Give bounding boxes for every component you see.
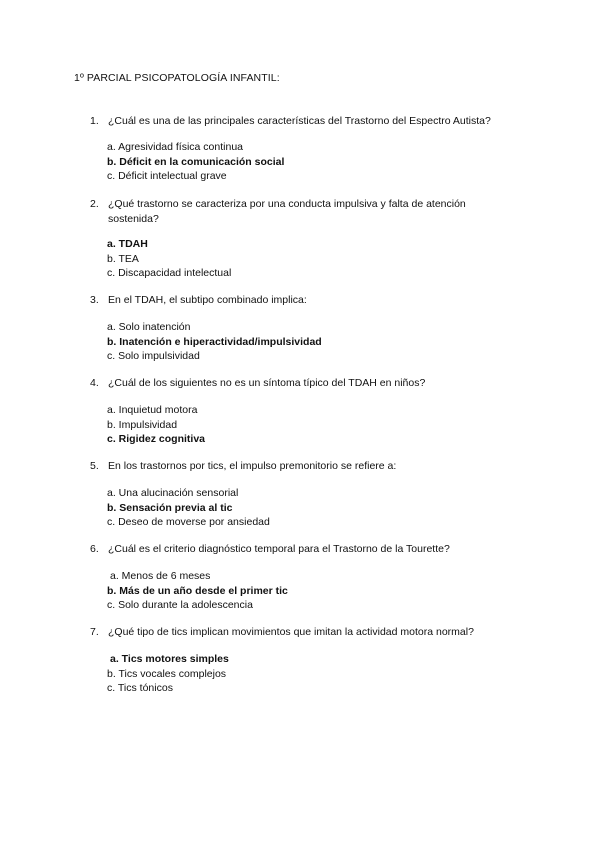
option-c-correct: c. Rigidez cognitiva — [107, 433, 206, 445]
question-number: 4. — [90, 377, 99, 389]
option-c: c. Déficit intelectual grave — [107, 170, 227, 182]
option-a: a. Inquietud motora — [107, 404, 198, 416]
question-number: 3. — [90, 294, 99, 306]
question-5 — [90, 459, 530, 474]
question-6 — [90, 542, 530, 557]
options-1 — [107, 140, 507, 184]
option-c: c. Solo impulsividad — [107, 350, 200, 362]
option-b: b. Impulsividad — [107, 418, 178, 431]
option-b-correct: b. Déficit en la comunicación social — [107, 155, 285, 168]
option-a: a. Menos de 6 meses — [110, 570, 211, 582]
option-a-correct: a. Tics motores simples — [110, 653, 229, 665]
option-b: b. Tics vocales complejos — [107, 667, 227, 680]
options-7 — [107, 652, 507, 696]
question-2 — [90, 197, 530, 226]
question-1 — [90, 114, 530, 129]
question-number: 1. — [90, 115, 99, 127]
question-number: 6. — [90, 543, 99, 555]
options-5 — [107, 486, 507, 530]
option-a: a. Agresividad física continua — [107, 141, 243, 153]
option-a: a. Una alucinación sensorial — [107, 487, 239, 499]
option-c: c. Tics tónicos — [107, 682, 173, 694]
question-text: En el TDAH, el subtipo combinado implica: — [108, 294, 307, 306]
question-number: 7. — [90, 626, 99, 638]
option-a: a. Solo inatención — [107, 321, 191, 333]
option-c: c. Deseo de moverse por ansiedad — [107, 516, 270, 528]
options-6 — [107, 569, 507, 613]
option-c: c. Solo durante la adolescencia — [107, 599, 253, 611]
options-3 — [107, 320, 507, 364]
options-2 — [107, 237, 507, 281]
question-3 — [90, 293, 530, 308]
question-text: ¿Qué trastorno se caracteriza por una conducta impulsiva y falta de atención sostenida? — [108, 198, 466, 225]
options-4 — [107, 403, 507, 447]
question-7 — [90, 625, 530, 640]
question-text: ¿Cuál de los siguientes no es un síntoma típico del TDAH en niños? — [108, 377, 426, 389]
question-number: 2. — [90, 198, 99, 210]
question-4 — [90, 376, 530, 391]
option-b-correct: b. Inatención e hiperactividad/impulsividad — [107, 335, 322, 348]
option-b-correct: b. Sensación previa al tic — [107, 501, 233, 514]
question-number: 5. — [90, 460, 99, 472]
option-b: b. TEA — [107, 252, 139, 265]
option-b-correct: b. Más de un año desde el primer tic — [107, 584, 288, 597]
option-c: c. Discapacidad intelectual — [107, 267, 232, 279]
question-text: ¿Cuál es el criterio diagnóstico temporal para el Trastorno de la Tourette? — [108, 543, 450, 555]
question-text: ¿Cuál es una de las principales características del Trastorno del Espectro Autista? — [108, 115, 491, 127]
page-title: 1º PARCIAL PSICOPATOLOGÍA INFANTIL: — [74, 72, 280, 84]
option-a-correct: a. TDAH — [107, 238, 148, 250]
question-text: En los trastornos por tics, el impulso premonitorio se refiere a: — [108, 460, 397, 472]
question-text: ¿Qué tipo de tics implican movimientos que imitan la actividad motora normal? — [108, 626, 474, 638]
